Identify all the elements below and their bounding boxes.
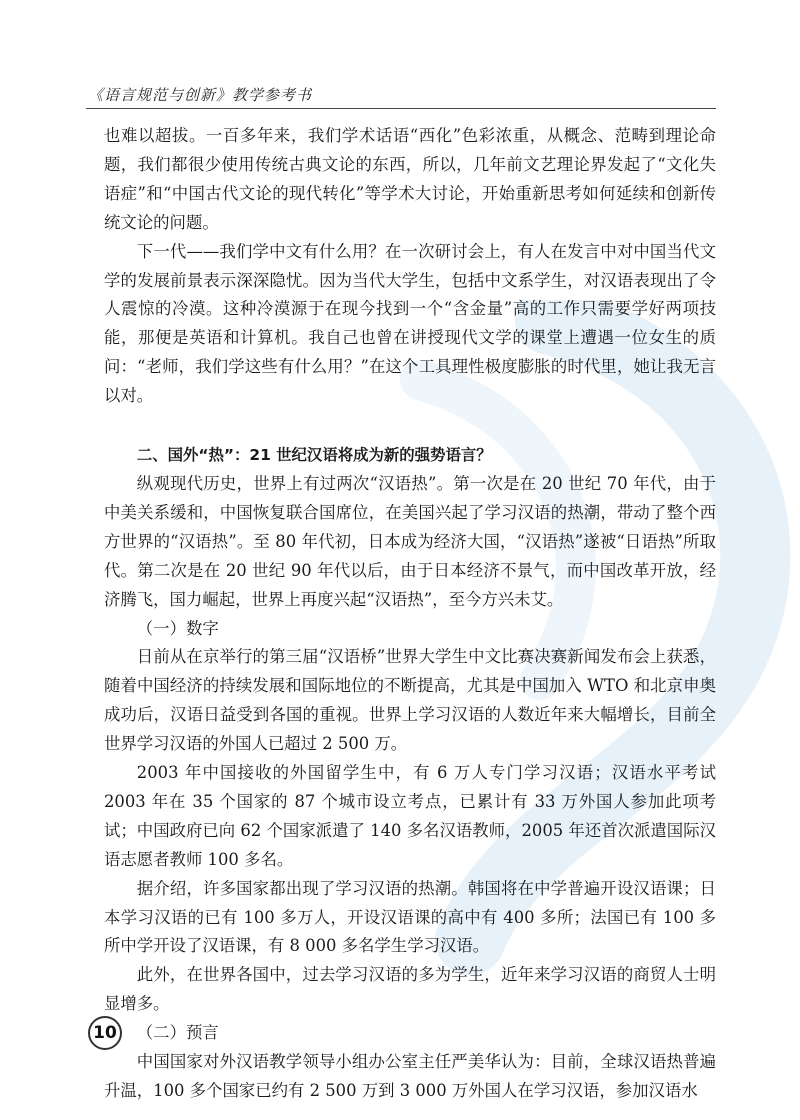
header-divider	[86, 108, 716, 109]
paragraph: 下一代——我们学中文有什么用？在一次研讨会上，有人在发言中对中国当代文学的发展前景表示深深隐忧。因为当代大学生，包括中文系学生，对汉语表现出了令人震惊的冷漠。这种冷漠源于在现今找到一个“含金量”高的工作只需要学好两项技能，那便是英语和计算机。我自己也曾在讲授现代文学的课堂上遭遇一位女生的质问：“老师，我们学这些有什么用？”在这个工具理性极度膨胀的时代里，她让我无言以对。	[104, 241, 716, 406]
paragraph: 纵观现代历史，世界上有过两次“汉语热”。第一次是在 20 世纪 70 年代，由于中美关系缓和，中国恢复联合国席位，在美国兴起了学习汉语的热潮，带动了整个西方世界的“汉语热”。至 80 年代初，日本成为经济大国，“汉语热”遂被“日语热”所取代。第二次是在 20 世纪 90 年代以后，由于日本经济不景气，而中国改革开放，经济腾飞，国力崛起，世界上再度兴起“汉语热”，至今方兴未艾。	[104, 473, 716, 609]
paragraph: 日前从在京举行的第三届“汉语桥”世界大学生中文比赛决赛新闻发布会上获悉，随着中国经济的持续发展和国际地位的不断提高，尤其是中国加入 WTO 和北京申奥成功后，汉语日益受到各国的重视。世界上学习汉语的人数近年来大幅增长，目前全世界学习汉语的外国人已超过 2 500 万。	[104, 647, 716, 754]
body-text	[104, 122, 716, 1106]
paragraph: 此外，在世界各国中，过去学习汉语的多为学生，近年来学习汉语的商贸人士明显增多。	[104, 965, 716, 1014]
paragraph-spacer	[104, 411, 716, 441]
section-heading	[104, 441, 716, 470]
page-number-badge: 10	[88, 1016, 122, 1050]
page-header-title: 《语言规范与创新》教学参考书	[88, 86, 313, 104]
paragraph: 据介绍，许多国家都出现了学习汉语的热潮。韩国将在中学普遍开设汉语课；日本学习汉语的已有 100 多万人，开设汉语课的高中有 400 多所；法国已有 100 多所中学开设了汉语课，有 8 000 多名学生学习汉语。	[104, 878, 716, 956]
subsection-heading: （一）数字	[136, 618, 219, 638]
subsection-heading: （二）预言	[136, 1023, 219, 1043]
paragraph: 中国国家对外汉语教学领导小组办公室主任严美华认为：目前，全球汉语热普遍升温，100 多个国家已约有 2 500 万到 3 000 万外国人在学习汉语，参加汉语水	[104, 1052, 716, 1100]
paragraph: 2003 年中国接收的外国留学生中，有 6 万人专门学习汉语；汉语水平考试 2003 年在 35 个国家的 87 个城市设立考点，已累计有 33 万外国人参加此项考试；中国政府已向 62 个国家派遣了 140 多名汉语教师，2005 年还首次派遣国际汉语志愿者教师 100 多名。	[104, 763, 716, 869]
paragraph: 也难以超拔。一百多年来，我们学术话语“西化”色彩浓重，从概念、范畴到理论命题，我们都很少使用传统古典文论的东西，所以，几年前文艺理论界发起了“文化失语症”和“中国古代文论的现代转化”等学术大讨论，开始重新思考如何延续和创新传统文论的问题。	[104, 126, 716, 232]
section-title: 二、国外“热”：21 世纪汉语将成为新的强势语言？	[136, 446, 492, 465]
